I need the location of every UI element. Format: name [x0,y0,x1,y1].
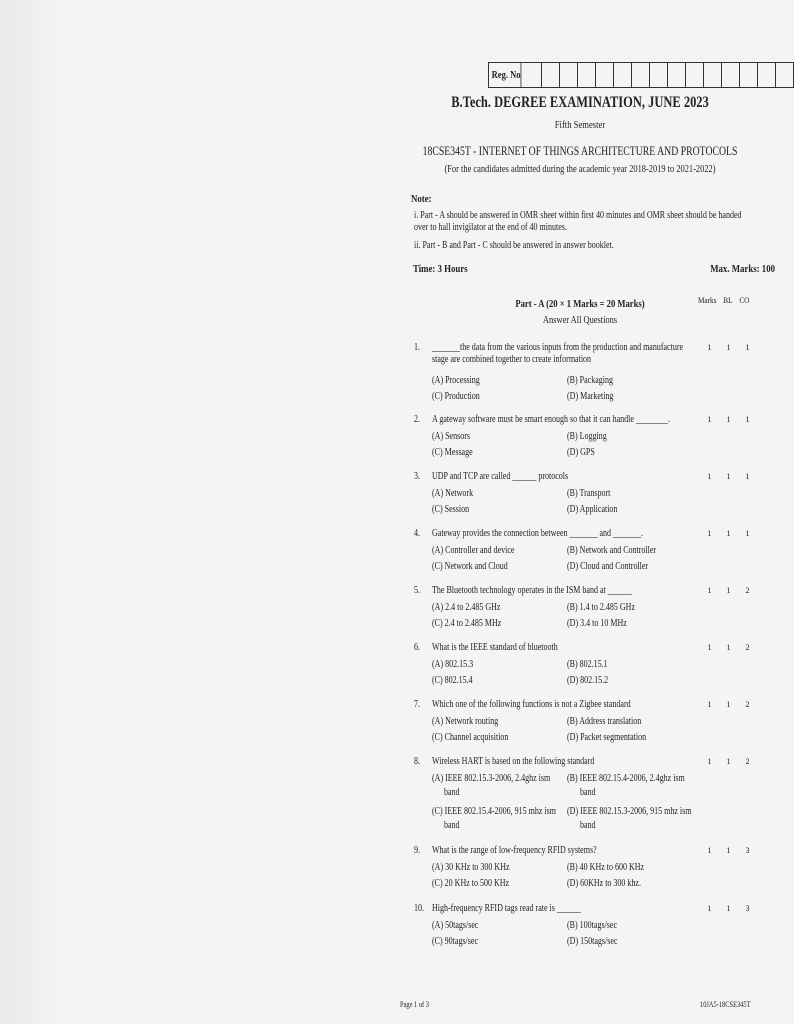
reg-no-cell [560,63,578,87]
question-marks [700,342,757,354]
co-value: 2 [745,643,750,652]
option-b: (B) 40 KHz to 600 KHz [567,862,645,873]
co-value: 1 [745,529,750,538]
option-d: (D) 802.15.2 [567,675,609,686]
marks-value: 1 [707,643,712,652]
option-c: (C) Channel acquisition [432,732,509,743]
max-marks: Max. Marks: 100 [710,263,775,275]
reg-no-cell [542,63,560,87]
option-b: (B) Logging [567,431,607,442]
question-text: Gateway provides the connection between _______ and _______. [432,528,644,539]
co-value: 3 [745,846,750,855]
note-label: Note: [411,193,432,205]
bl-value: 1 [726,529,731,538]
option-d: (D) 3.4 to 10 MHz [567,618,627,629]
question-text: Wireless HART is based on the following standard [432,756,595,767]
marks-value: 1 [707,700,712,709]
question-number: 6. [414,642,420,653]
question-marks [700,471,757,483]
reg-no-cell [596,63,614,87]
option-c: (C) Network and Cloud [432,561,508,572]
bl-value: 1 [726,586,731,595]
marks-value: 1 [707,343,712,352]
exam-time: Time: 3 Hours [413,263,468,275]
part-a-title: Part - A (20 × 1 Marks = 20 Marks) [515,298,645,310]
option-b: (B) IEEE 802.15.4-2006, 2.4ghz ism [567,773,685,784]
semester: Fifth Semester [554,120,606,131]
question-number: 3. [414,471,420,482]
question-number: 1. [414,342,420,353]
question-marks [700,528,757,540]
col-bl: BL [723,295,733,305]
reg-no-cell [704,63,722,87]
marks-value: 1 [707,586,712,595]
question-marks [700,642,757,654]
bl-value: 1 [726,343,731,352]
question-number: 2. [414,414,420,425]
option-a: (A) 30 KHz to 300 KHz [432,862,510,873]
bl-value: 1 [726,415,731,424]
option-c: (C) 20 KHz to 500 KHz [432,878,510,889]
co-value: 1 [745,415,750,424]
reg-no-cell [776,63,793,87]
option-b: (B) Packaging [567,375,613,386]
question-marks [700,699,757,711]
option-c: (C) IEEE 802.15.4-2006, 915 mhz ism [432,806,556,817]
question-text: What is the IEEE standard of bluetooth [432,642,558,653]
reg-no-cell [632,63,650,87]
question-number: 7. [414,699,420,710]
bl-value: 1 [726,757,731,766]
option-a-cont: band [444,787,460,798]
col-marks: Marks [698,295,717,305]
option-b: (B) Transport [567,488,611,499]
reg-no-box [488,62,794,88]
option-d: (D) Application [567,504,618,515]
co-value: 2 [745,586,750,595]
co-value: 2 [745,757,750,766]
reg-no-cell [650,63,668,87]
option-b: (B) 802.15.1 [567,659,608,670]
option-a: (A) 802.15.3 [432,659,474,670]
question-marks [700,756,757,768]
column-headers [698,295,756,305]
co-value: 2 [745,700,750,709]
option-b-cont: band [580,787,596,798]
marks-value: 1 [707,846,712,855]
subject-title: 18CSE345T - INTERNET OF THINGS ARCHITECTURE AND PROTOCOLS [422,144,738,158]
option-a: (A) 2.4 to 2.485 GHz [432,602,501,613]
option-c-cont: band [444,820,460,831]
bl-value: 1 [726,846,731,855]
option-b: (B) Address translation [567,716,642,727]
paper-code: 10JA5-18CSE345T [700,1000,751,1009]
reg-no-cell [614,63,632,87]
question-number: 4. [414,528,420,539]
question-marks [700,903,757,915]
question-marks [700,845,757,857]
co-value: 1 [745,472,750,481]
reg-no-label: Reg. No [492,63,522,87]
bl-value: 1 [726,700,731,709]
page-number: Page 1 of 3 [400,1000,429,1009]
question-text: High-frequency RFID tags read rate is ______ [432,903,581,914]
co-value: 1 [745,343,750,352]
col-co: CO [739,295,750,305]
question-number: 9. [414,845,420,856]
co-value: 3 [745,904,750,913]
option-a: (A) IEEE 802.15.3-2006, 2.4ghz ism [432,773,551,784]
option-c: (C) 90tags/sec [432,936,478,947]
marks-value: 1 [707,904,712,913]
bl-value: 1 [726,904,731,913]
reg-no-cell [722,63,740,87]
question-number: 8. [414,756,420,767]
note-item-i: i. Part - A should be answered in OMR sheet within first 40 minutes and OMR sheet should be handed over to hall invigilator at the end of 40 minutes. [414,210,742,233]
option-b: (B) 1.4 to 2.485 GHz [567,602,635,613]
candidates-note: (For the candidates admitted during the academic year 2018-2019 to 2021-2022) [444,164,716,175]
question-number: 10. [414,903,424,914]
reg-no-cell [668,63,686,87]
option-a: (A) Sensors [432,431,470,442]
option-d: (D) 150tags/sec [567,936,618,947]
option-a: (A) Processing [432,375,480,386]
option-d: (D) Marketing [567,391,614,402]
option-a: (A) Controller and device [432,545,515,556]
question-number: 5. [414,585,420,596]
option-c: (C) 2.4 to 2.485 MHz [432,618,502,629]
marks-value: 1 [707,529,712,538]
question-text: Which one of the following functions is not a Zigbee standard [432,699,631,710]
scan-shade [0,0,60,1024]
marks-value: 1 [707,415,712,424]
option-c: (C) 802.15.4 [432,675,473,686]
option-d: (D) Packet segmentation [567,732,647,743]
bl-value: 1 [726,472,731,481]
reg-no-cell [686,63,704,87]
marks-value: 1 [707,472,712,481]
option-c: (C) Production [432,391,480,402]
marks-value: 1 [707,757,712,766]
question-text: The Bluetooth technology operates in the ISM band at ______ [432,585,632,596]
option-d-cont: band [580,820,596,831]
reg-no-cell [578,63,596,87]
note-item-ii: ii. Part - B and Part - C should be answered in answer booklet. [414,240,614,251]
bl-value: 1 [726,643,731,652]
option-d: (D) Cloud and Controller [567,561,649,572]
reg-no-cell [524,63,542,87]
option-b: (B) 100tags/sec [567,920,617,931]
reg-no-cell [740,63,758,87]
part-a-subtitle: Answer All Questions [542,315,618,326]
question-marks [700,414,757,426]
question-text: _______the data from the various inputs from the production and manufacture stage are combined together to create information [432,342,684,365]
option-d: (D) 60KHz to 300 khz. [567,878,641,889]
question-text: What is the range of low-frequency RFID systems? [432,845,597,856]
option-a: (A) 50tags/sec [432,920,479,931]
option-d: (D) IEEE 802.15.3-2006, 915 mhz ism [567,806,692,817]
question-text: UDP and TCP are called ______ protocols [432,471,569,482]
option-b: (B) Network and Controller [567,545,657,556]
option-a: (A) Network [432,488,474,499]
option-c: (C) Message [432,447,473,458]
exam-title: B.Tech. DEGREE EXAMINATION, JUNE 2023 [451,94,709,111]
question-marks [700,585,757,597]
reg-no-cell [758,63,776,87]
question-text: A gateway software must be smart enough so that it can handle ________. [432,414,670,425]
option-c: (C) Session [432,504,470,515]
option-d: (D) GPS [567,447,595,458]
option-a: (A) Network routing [432,716,499,727]
